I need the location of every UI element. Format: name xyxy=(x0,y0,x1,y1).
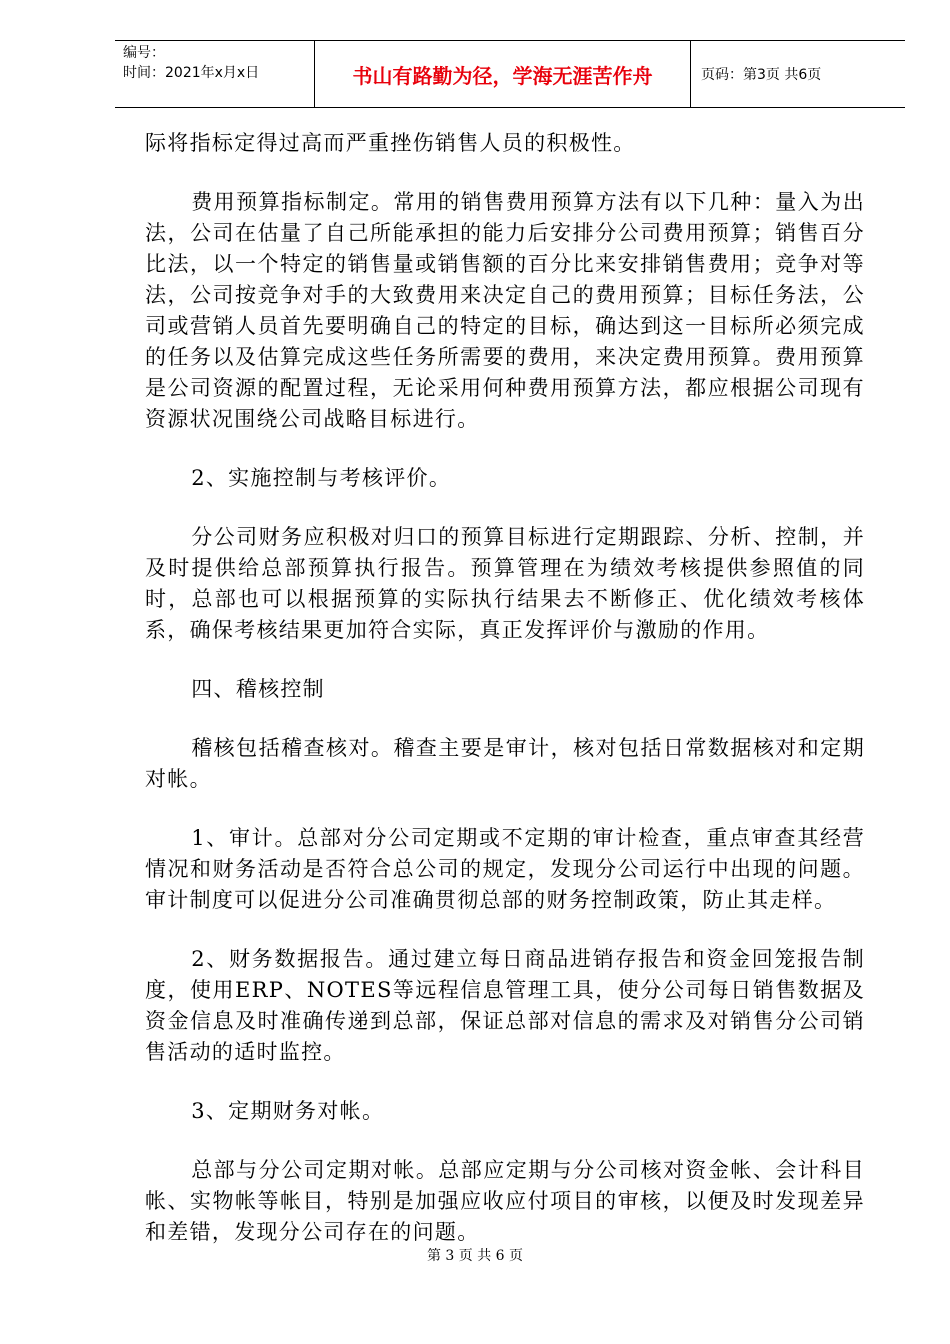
paragraph-audit-intro: 稽核包括稽查核对。稽查主要是审计，核对包括日常数据核对和定期对帐。 xyxy=(145,736,865,791)
page-footer: 第 3 页 共 6 页 xyxy=(426,1248,524,1264)
document-time-label: 时间：2021年x月x日 xyxy=(123,65,260,81)
paragraph-reconciliation: 总部与分公司定期对帐。总部应定期与分公司核对资金帐、会计科目帐、实物帐等帐目，特别是加强应收应付项目的审核，以便及时发现差异和差错，发现分公司存在的问题。 xyxy=(145,1158,865,1244)
heading-periodic-reconciliation: 3、定期财务对帐。 xyxy=(191,1099,385,1123)
header-motto: 书山有路勤为径，学海无涯苦作舟 xyxy=(315,41,691,107)
heading-implementation-control: 2、实施控制与考核评价。 xyxy=(191,466,452,490)
header-meta xyxy=(115,41,315,107)
paragraph-branch-finance: 分公司财务应积极对归口的预算目标进行定期跟踪、分析、控制，并及时提供给总部预算执行报告。预算管理在为绩效考核提供参照值的同时，总部也可以根据预算的实际执行结果去不断修正、优化绩效考核体系，确保考核结果更加符合实际，真正发挥评价与激励的作用。 xyxy=(145,525,865,642)
paragraph-audit: 1、审计。总部对分公司定期或不定期的审计检查，重点审查其经营情况和财务活动是否符合总公司的规定，发现分公司运行中出现的问题。审计制度可以促进分公司准确贯彻总部的财务控制政策，防止其走样。 xyxy=(145,826,865,912)
paragraph-financial-report: 2、财务数据报告。通过建立每日商品进销存报告和资金回笼报告制度，使用ERP、NOTES等远程信息管理工具，使分公司每日销售数据及资金信息及时准确传递到总部，保证总部对信息的需求及对销售分公司销售活动的适时监控。 xyxy=(145,947,865,1064)
paragraph-continued: 际将指标定得过高而严重挫伤销售人员的积极性。 xyxy=(145,131,636,155)
header-page-number: 页码：第3页 共6页 xyxy=(701,67,822,83)
page-header xyxy=(115,40,905,108)
document-number-label: 编号： xyxy=(123,45,165,61)
paragraph-expense-budget: 费用预算指标制定。常用的销售费用预算方法有以下几种：量入为出法，公司在估量了自己所能承担的能力后安排分公司费用预算；销售百分比法，以一个特定的销售量或销售额的百分比来安排销售费用；竞争对等法，公司按竞争对手的大致费用来决定自己的费用预算；目标任务法，公司或营销人员首先要明确自己的特定的目标，确达到这一目标所必须完成的任务以及估算完成这些任务所需要的费用，来决定费用预算。费用预算是公司资源的配置过程，无论采用何种费用预算方法，都应根据公司现有资源状况围绕公司战略目标进行。 xyxy=(145,190,865,431)
heading-audit-control: 四、稽核控制 xyxy=(191,677,325,701)
document-body xyxy=(145,128,865,1276)
